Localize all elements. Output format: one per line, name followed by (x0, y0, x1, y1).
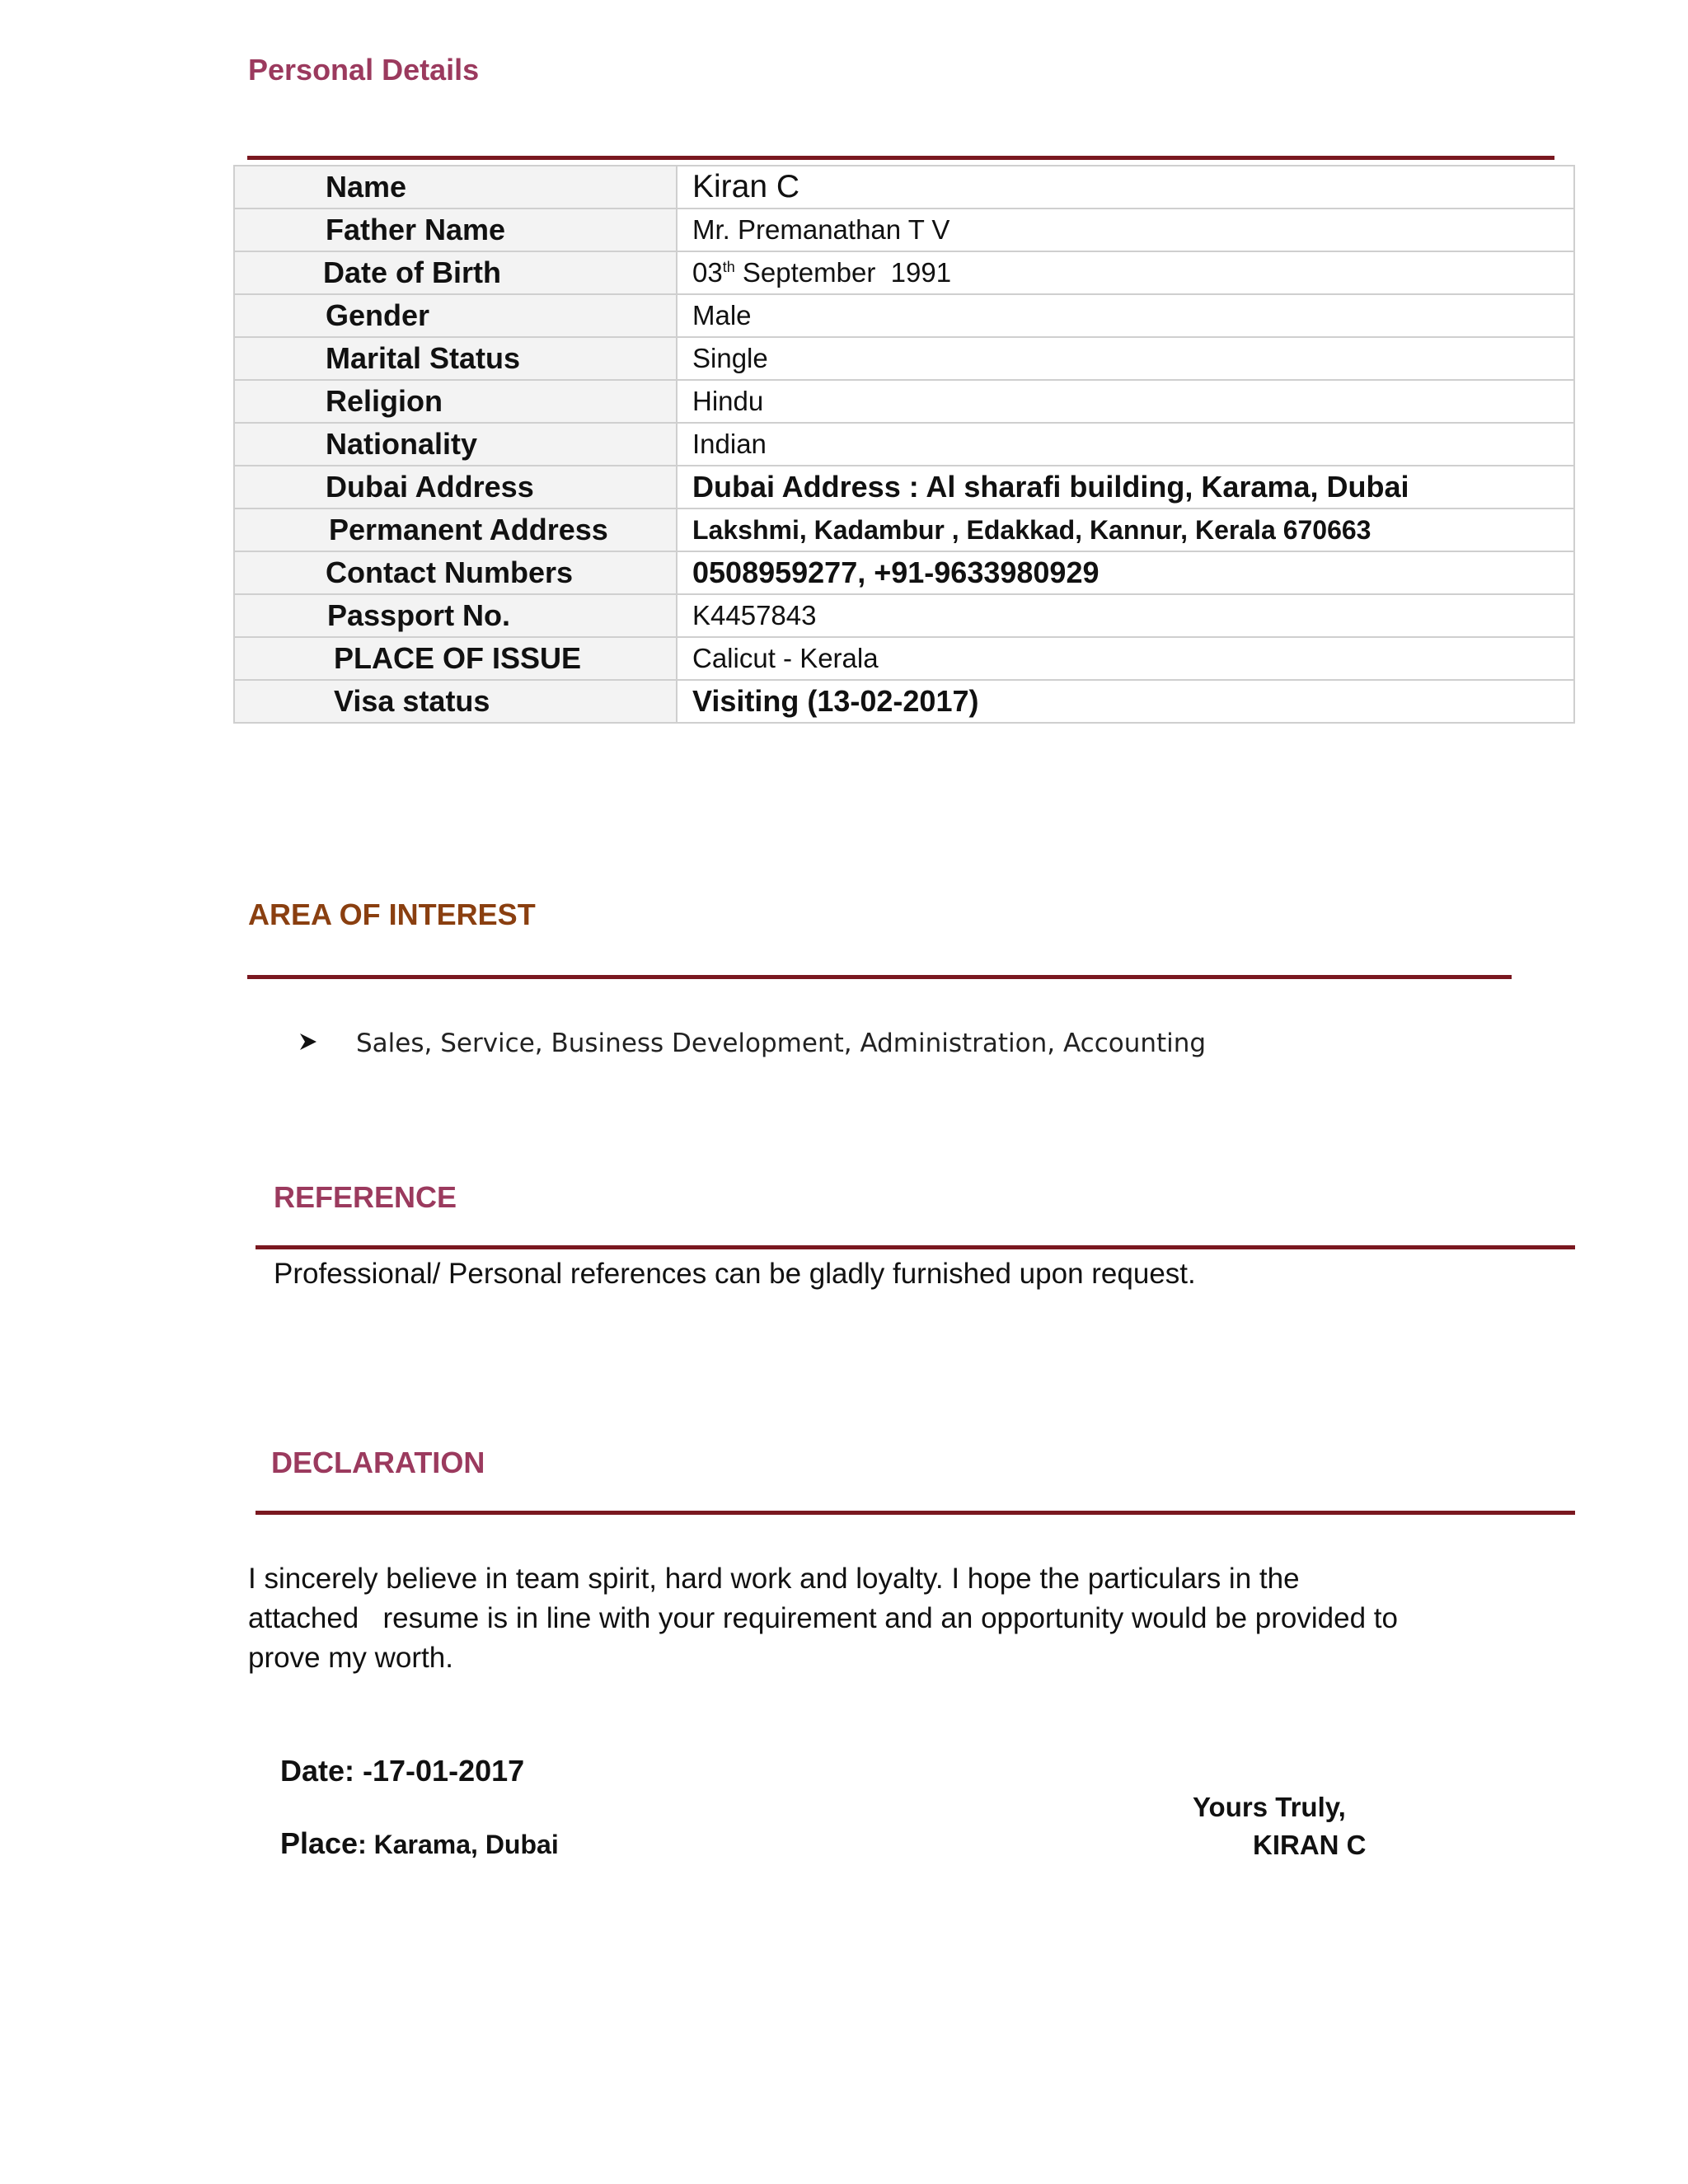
declaration-line: attached resume is in line with your requirement and an opportunity would be provided to (248, 1602, 1398, 1634)
row-value: Dubai Address : Al sharafi building, Karama, Dubai (677, 466, 1574, 509)
row-label: Passport No. (234, 594, 677, 637)
closing-text: Yours Truly, (1193, 1792, 1346, 1822)
table-row (234, 637, 1574, 680)
table-row (234, 380, 1574, 423)
signatory-name: KIRAN C (1253, 1830, 1367, 1860)
row-value: K4457843 (677, 594, 1574, 637)
row-value (677, 251, 1574, 294)
row-value: Indian (677, 423, 1574, 466)
row-label: Dubai Address (234, 466, 677, 509)
row-value: Kiran C (677, 166, 1574, 209)
section-rule (247, 156, 1554, 160)
interest-list (298, 1029, 1206, 1058)
table-row (234, 251, 1574, 294)
row-label: PLACE OF ISSUE (234, 637, 677, 680)
table-row (234, 166, 1574, 209)
section-rule (256, 1511, 1575, 1515)
section-rule (247, 975, 1512, 979)
row-label: Date of Birth (234, 251, 677, 294)
table-row (234, 337, 1574, 380)
table-row (234, 294, 1574, 337)
row-value: Male (677, 294, 1574, 337)
table-row (234, 551, 1574, 594)
section-rule (256, 1245, 1575, 1249)
arrowhead-bullet-icon (298, 1029, 356, 1058)
row-value: Visiting (13-02-2017) (677, 680, 1574, 723)
row-label: Nationality (234, 423, 677, 466)
place-line (280, 1826, 559, 1861)
row-label: Permanent Address (234, 509, 677, 551)
row-label: Name (234, 166, 677, 209)
personal-details-table (233, 165, 1575, 724)
row-value: Calicut - Kerala (677, 637, 1574, 680)
row-value: Hindu (677, 380, 1574, 423)
row-value: Single (677, 337, 1574, 380)
row-label: Visa status (234, 680, 677, 723)
table-row (234, 680, 1574, 723)
dob-rest: September 1991 (734, 257, 952, 288)
date-line: Date: -17-01-2017 (280, 1754, 525, 1788)
table-row (234, 466, 1574, 509)
row-value: Mr. Premanathan T V (677, 209, 1574, 251)
row-label: Gender (234, 294, 677, 337)
reference-text: Professional/ Personal references can be gladly furnished upon request. (274, 1258, 1196, 1290)
reference-heading: REFERENCE (274, 1180, 457, 1214)
table-row (234, 209, 1574, 251)
dob-day: 03 (692, 257, 723, 288)
table-row (234, 594, 1574, 637)
table-row (234, 423, 1574, 466)
dob-suffix: th (722, 259, 735, 275)
place-value: : Karama, Dubai (358, 1830, 559, 1859)
row-label: Father Name (234, 209, 677, 251)
row-label: Contact Numbers (234, 551, 677, 594)
declaration-line: prove my worth. (248, 1642, 453, 1674)
area-of-interest-heading: AREA OF INTEREST (248, 898, 536, 931)
place-label: Place (280, 1826, 359, 1860)
declaration-line: I sincerely believe in team spirit, hard work and loyalty. I hope the particulars in the (248, 1563, 1300, 1595)
declaration-heading: DECLARATION (271, 1446, 485, 1479)
row-label: Marital Status (234, 337, 677, 380)
row-value: 0508959277, +91-9633980929 (677, 551, 1574, 594)
row-value: Lakshmi, Kadambur , Edakkad, Kannur, Kerala 670663 (677, 509, 1574, 551)
table-row (234, 509, 1574, 551)
list-item: Sales, Service, Business Development, Administration, Accounting (356, 1029, 1207, 1058)
row-label: Religion (234, 380, 677, 423)
declaration-text (248, 1520, 1398, 1718)
personal-details-heading: Personal Details (248, 53, 480, 87)
